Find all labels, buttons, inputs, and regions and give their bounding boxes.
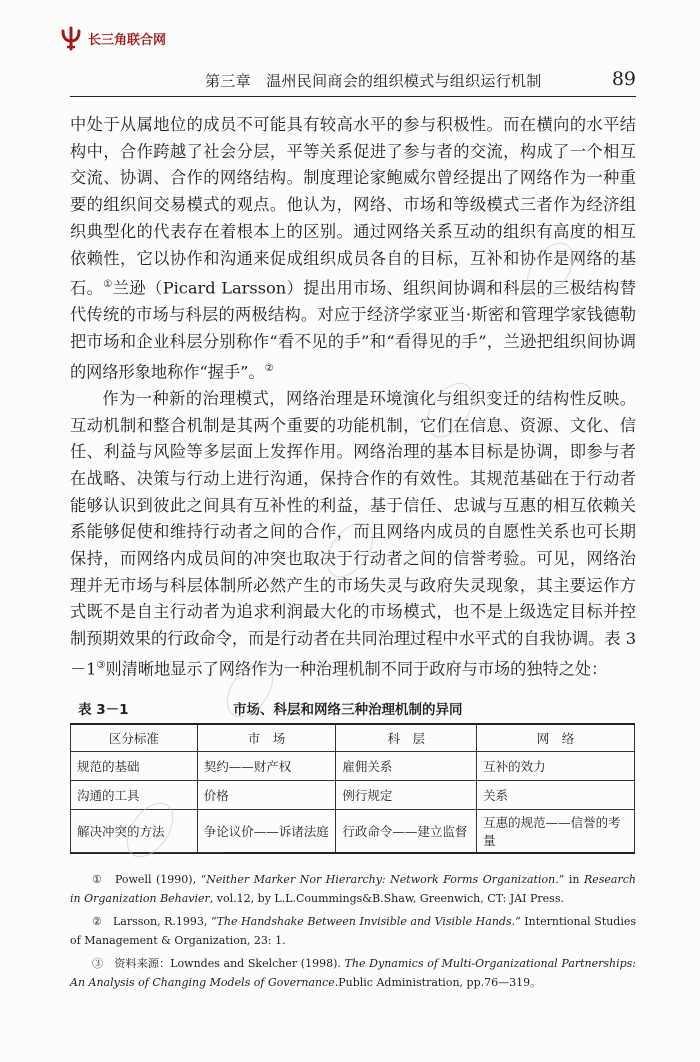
table-row [71,781,635,810]
table-cell: 争论议价——诉诸法庭 [197,810,336,854]
paragraph-2-text: 作为一种新的治理模式，网络治理是环境演化与组织变迁的结构性反映。互动机制和整合机制是其两个重要的功能机制，它们在信息、资源、文化、信任、利益与风险等多层面上发挥作用。网络治理的基本目标是协调，即参与者在战略、决策与行动上进行沟通，保持合作的有效性。其规范基础在于行动者能够认识到彼此之间具有互补性的利益，基于信任、忠诚与互惠的相互依赖关系能够促使和维持行动者之间的合作，而且网络内成员的自愿性关系也可长期保持，而网络内成员间的冲突也取决于行动者之间的信誉考验。可见，网络治理并无市场与科层体制所必然产生的市场失灵与政府失灵现象，其主要运作方式既不是自主行动者为追求利润最大化的市场模式，也不是上级选定目标并控制预期效果的行政命令，而是行动者在共同治理过程中水平式的自我协调。表 3－1 [70,388,636,679]
footnote-ref-3[interactable]: ③ [96,659,106,671]
footnote-italic: The Dynamics of Multi-Organizational Partnerships: An Analysis of Changing Models of Governance [70,957,637,989]
footnote-italic: The Handshake Between Invisible and Visible Hands. [216,915,516,928]
footnote-text: , vol.12, by L.L.Coummings&B.Shaw, Greenwich, CT: JAI Press. [209,892,564,905]
footnote-text: Powell (1990), “ [114,873,207,886]
footnote-2 [70,912,636,950]
header-market: 市 场 [197,724,336,752]
header-network: 网 络 [477,724,635,752]
footnote-mark: ② [92,915,102,928]
paragraph-1 [70,112,636,386]
header-hierarchy: 科 层 [336,724,477,752]
table-cell: 行政命令——建立监督 [336,810,477,854]
footnote-1 [70,870,636,908]
table-cell: 互惠的规范——信誉的考量 [477,810,635,854]
table-title: 市场、科层和网络三种治理机制的异同 [233,702,463,718]
page-number: 89 [611,68,636,90]
footnote-mark: ③ [92,957,104,970]
header-rule [70,96,636,97]
footnote-ref-2[interactable]: ② [264,362,274,374]
footnotes [70,870,636,996]
table-cell: 解决冲突的方法 [71,810,198,854]
table-cell: 契约——财产权 [197,752,336,781]
site-logo [58,26,166,50]
chapter-title: 第三章 温州民间商会的组织模式与组织运行机制 [205,72,542,90]
table-caption [78,698,638,718]
paragraph-2 [70,386,636,683]
table-label: 表 3－1 [78,702,129,718]
table-cell: 规范的基础 [71,752,198,781]
table-cell: 关系 [477,781,635,810]
table-cell: 价格 [197,781,336,810]
body-text [70,112,636,683]
footnote-italic: Research in Organization Behavier [70,873,636,905]
footnote-3 [70,954,636,992]
footnote-text: .Public Administration, pp.76—319。 [334,976,542,989]
paragraph-1-continued: 兰逊（Picard Larsson）提出用市场、组织间协调和科层的三极结构替代传统的市场与科层的两极结构。对应于经济学家亚当·斯密和管理学家钱德勒把市场和企业科层分别称作“看不见的手”和“看得见的手”，兰逊把组织间协调的网络形象地称作“握手”。 [70,278,636,382]
table-header-row [71,724,635,752]
footnote-text: 资料来源：Lowndes and Skelcher (1998). [114,957,345,970]
footnote-italic: Neither Marker Nor Hierarchy: Network Forms Organization. [206,873,559,886]
footnote-ref-1[interactable]: ① [103,279,113,291]
table-row [71,810,635,854]
table-cell: 互补的效力 [477,752,635,781]
footnote-mark: ① [92,873,103,886]
footnote-text: Larsson, R.1993, “ [112,915,217,928]
footnote-text: ” Interntional Studies of Management & Organization, 23: 1. [70,915,636,947]
footnote-text: ” in [558,873,584,886]
header-criterion: 区分标准 [71,724,198,752]
table-cell: 雇佣关系 [336,752,477,781]
psi-trident-logo-icon [58,25,84,51]
table-row [71,752,635,781]
paragraph-1-text: 中处于从属地位的成员不可能具有较高水平的参与积极性。而在横向的水平结构中，合作跨越了社会分层，平等关系促进了参与者的交流，构成了一个相互交流、协调、合作的网络结构。制度理论家鲍威尔曾经提出了网络作为一种重要的组织间交易模式的观点。他认为，网络、市场和等级模式三者作为经济组织典型化的代表存在着根本上的区别。通过网络关系互动的组织有高度的相互依赖性，它以协作和沟通来促成组织成员各自的目标，互补和协作是网络的基石。 [70,115,636,298]
running-head [70,66,636,92]
comparison-table [70,723,635,854]
paragraph-2-continued: 则清晰地显示了网络作为一种治理机制不同于政府与市场的独特之处： [105,659,608,679]
table-cell: 例行规定 [336,781,477,810]
table-cell: 沟通的工具 [71,781,198,810]
logo-text: 长三角联合网 [88,32,167,48]
footnote-rule [70,852,224,853]
